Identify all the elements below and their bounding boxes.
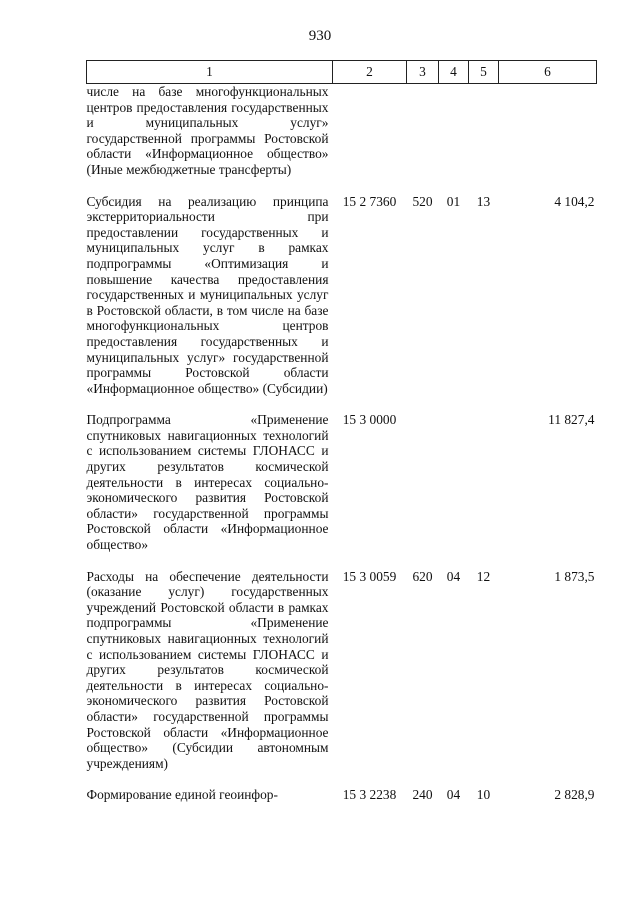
row-sum: 1 873,5	[554, 568, 595, 584]
row-rz	[439, 84, 469, 178]
row-sum: 2 828,9	[554, 787, 595, 803]
row-code: 15 3 2238	[342, 787, 397, 803]
row-name: Расходы на обеспечение деятельности (оказание услуг) государственных учреждений Ростовской области в рамках подпрограммы «Применение спутниковых навигационных технологий с использованием системы ГЛОНАСС и других результатов космической деятельности в интересах социально-экономического развития Ростовской области» государственной программы Ростовской области «Информационное общество» (Субсидии автономным учреждениям)	[86, 568, 329, 771]
row-code: 15 3 0000	[342, 412, 397, 428]
row-vr	[407, 84, 439, 178]
column-header-3: 3	[407, 61, 439, 84]
row-name: числе на базе многофункциональных центров предоставления государственных и муниципальных услуг» государственной программы Ростовской области «Информационное общество» (Иные межбюджетные трансферты)	[86, 84, 329, 177]
column-header-1: 1	[87, 61, 333, 84]
row-pr	[469, 84, 499, 178]
column-header-5: 5	[469, 61, 499, 84]
table-header-row	[87, 61, 597, 84]
table-row	[87, 569, 597, 772]
row-name: Субсидия на реализацию принципа экстерриториальности при предоставлении государственных и муниципальных услуг в рамках подпрограммы «Оптимизация и повышение качества предоставления государственных и муниципальных услуг в Ростовской области, в том числе на базе многофункциональных центров предоставления государственных и муниципальных услуг» государственной программы Ростовской области «Информационное общество» (Субсидии)	[86, 193, 329, 396]
table-row	[87, 194, 597, 397]
row-sum: 4 104,2	[554, 193, 595, 209]
table-row	[87, 787, 597, 803]
row-code	[333, 84, 407, 178]
table-row	[87, 84, 597, 178]
column-header-6: 6	[499, 61, 597, 84]
column-header-2: 2	[333, 61, 407, 84]
row-name: Формирование единой геоинфор-	[86, 787, 278, 803]
row-sum: 11 827,4	[548, 412, 595, 428]
column-header-4: 4	[439, 61, 469, 84]
row-vr: 240	[412, 787, 433, 803]
row-rz: 01	[446, 193, 461, 209]
row-code: 15 3 0059	[342, 568, 397, 584]
row-pr: 13	[476, 193, 491, 209]
row-pr: 10	[476, 787, 491, 803]
row-name: Подпрограмма «Применение спутниковых навигационных технологий с использованием системы ГЛОНАСС и других результатов космической деятельности в интересах социально-экономического развития Ростовской области» государственной программы Ростовской области «Информационное общество»	[86, 412, 329, 553]
row-rz: 04	[446, 787, 461, 803]
page-number: 930	[308, 28, 332, 44]
row-pr: 12	[476, 568, 491, 584]
row-pr	[469, 412, 499, 552]
table-row	[87, 412, 597, 552]
row-vr: 520	[412, 193, 433, 209]
row-vr	[407, 412, 439, 552]
row-rz: 04	[446, 568, 461, 584]
budget-table	[86, 60, 597, 803]
row-rz	[439, 412, 469, 552]
row-sum	[499, 84, 597, 178]
row-code: 15 2 7360	[342, 193, 397, 209]
row-vr: 620	[412, 568, 433, 584]
